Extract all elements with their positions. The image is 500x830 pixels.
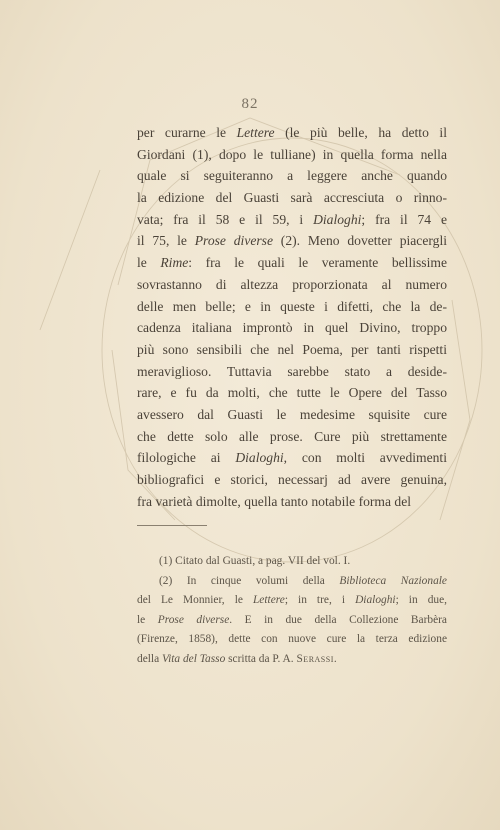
body-text-line [137, 122, 447, 144]
footnote-line [137, 572, 447, 592]
text-run: . E in due della Collezione Barbèra [229, 613, 447, 626]
footnote-line [137, 552, 447, 572]
body-text-line [137, 209, 447, 231]
italic-text: Prose diverse [157, 613, 230, 626]
italic-text: Dialoghi [313, 211, 362, 227]
text-run: più sono sensibili che nel Poema, per tanti rispetti [137, 341, 447, 357]
footnote-line [137, 630, 447, 650]
text-run: vata; fra il 58 e il 59, i [137, 211, 314, 227]
text-run: meraviglioso. Tuttavia sarebbe stato a deside- [137, 363, 447, 379]
italic-text: Prose diverse [194, 233, 274, 249]
text-run: Serassi [296, 652, 334, 665]
italic-text: Vita del Tasso [161, 652, 226, 665]
text-run: : fra le quali le veramente bellissime [188, 255, 447, 271]
text-run: fra varietà dimolte, quella tanto notabile forma del [137, 493, 412, 509]
body-text-line [137, 230, 447, 252]
footnote-line [137, 650, 447, 670]
text-run: per curarne le [137, 125, 237, 140]
footnote-line [137, 591, 447, 611]
text-run: (Firenze, 1858), dette con nuove cure la terza edizione [137, 633, 447, 646]
page-number: 82 [241, 96, 259, 112]
body-text-line [137, 361, 447, 383]
italic-text: Lettere [252, 594, 285, 607]
body-text-line [137, 144, 447, 166]
body-text-line [137, 187, 447, 209]
text-run: avessero dal Guasti le medesime squisite cure [137, 406, 447, 422]
text-run: le [137, 255, 161, 271]
body-text-line [137, 274, 447, 296]
italic-text: Dialoghi [355, 594, 396, 607]
text-run: (1) Citato dal Guasti, a pag. VII del vol. I. [159, 555, 351, 567]
italic-text: Lettere [236, 125, 275, 140]
body-text [137, 122, 447, 512]
text-run: Giordani (1), dopo le tulliane) in quella forma nella [137, 146, 447, 162]
italic-text: Biblioteca Nazionale [339, 574, 447, 587]
text-run: rare, e fu da molti, che tutte le Opere del Tasso [137, 385, 447, 401]
text-run: scritta da P. A. [225, 652, 297, 665]
text-run: (2). Meno dovetter piacergli [273, 233, 447, 249]
body-text-line [137, 491, 447, 513]
text-run: delle men belle; e in queste i difetti, che la de- [137, 298, 447, 314]
italic-text: Dialoghi [235, 450, 284, 466]
text-run: . [333, 652, 337, 665]
text-run: ; in due, [395, 594, 447, 607]
text-run: (2) In cinque volumi della [159, 574, 340, 587]
text-run: , con molti avvedimenti [283, 450, 447, 466]
text-run: sovrastanno di altezza proporzionata al numero [137, 276, 447, 292]
text-run: della [137, 652, 162, 665]
text-run: del Le Monnier, le [137, 594, 253, 607]
text-run: filologiche ai [137, 450, 236, 466]
text-run: le [137, 613, 158, 626]
body-text-line [137, 404, 447, 426]
body-text-line [137, 296, 447, 318]
footnote-rule [137, 525, 207, 526]
body-text-line [137, 339, 447, 361]
text-run: quale si seguiteranno a leggere anche quando [137, 168, 447, 184]
body-text-line [137, 317, 447, 339]
body-text-line [137, 382, 447, 404]
footnote-line [137, 611, 447, 631]
text-run: (le più belle, ha detto il [274, 125, 447, 140]
italic-text: Rime [160, 255, 189, 271]
body-text-line [137, 252, 447, 274]
body-text-line [137, 426, 447, 448]
text-run: il 75, le [137, 233, 195, 249]
text-run: che dette solo alle prose. Cure più strettamente [137, 428, 447, 444]
text-run: ; fra il 74 e [361, 211, 447, 227]
body-text-line [137, 447, 447, 469]
body-text-line [137, 165, 447, 187]
text-run: bibliografici e storici, necessarj ad avere genuina, [137, 472, 447, 487]
text-run: ; in tre, i [284, 594, 356, 607]
text-run: cadenza italiana improntò in quel Divino, troppo [137, 320, 447, 336]
text-run: la edizione del Guasti sarà accresciuta o rinno- [137, 190, 447, 206]
footnotes [137, 552, 447, 670]
body-text-line [137, 469, 447, 491]
